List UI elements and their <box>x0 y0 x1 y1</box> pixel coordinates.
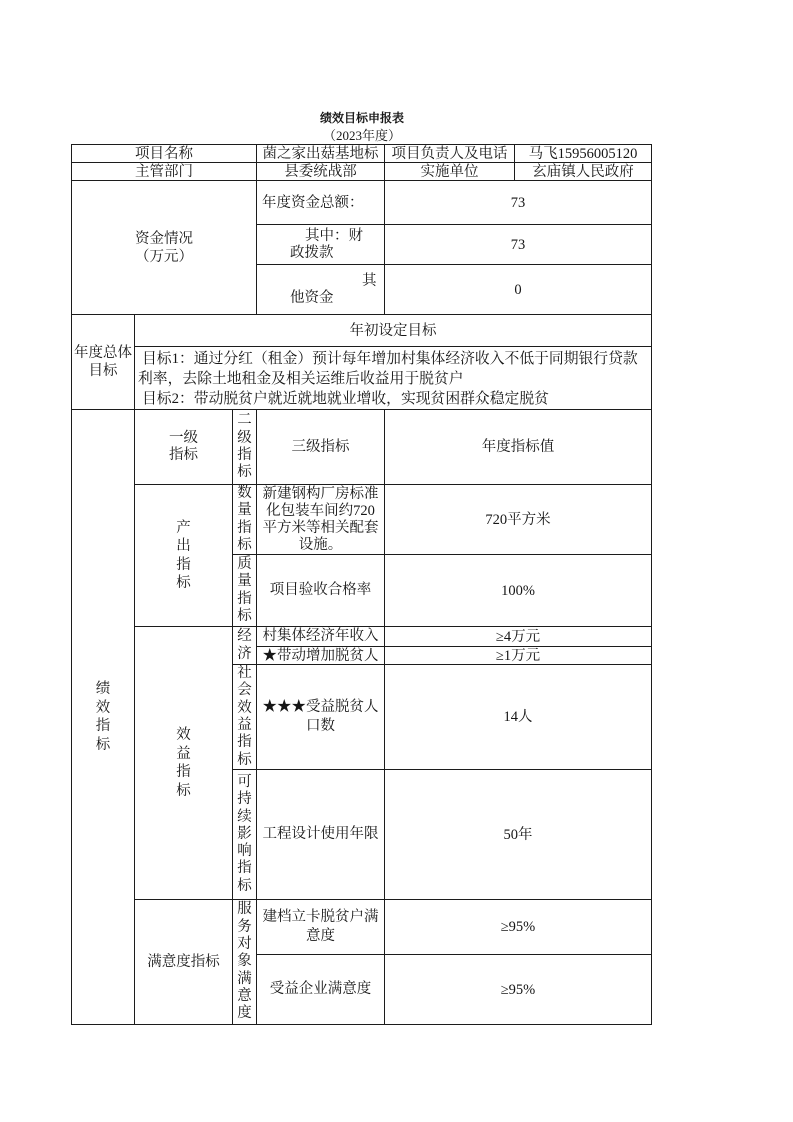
overall-goal-targets <box>135 347 652 410</box>
header-value: 年度指标值 <box>385 410 652 485</box>
subgroup-sustainable-cell <box>233 770 257 900</box>
department-value: 县委统战部 <box>257 163 385 181</box>
project-name-value: 菌之家出菇基地标 <box>257 145 385 163</box>
funds-fiscal-label-line1: 其中：财 <box>305 227 363 244</box>
subgroup-sustainable-label: 可持续影响指标 <box>237 773 252 894</box>
performance-goal-table <box>71 144 652 1025</box>
group-benefit-cell <box>135 627 233 900</box>
indicator-value: 720平方米 <box>385 485 652 555</box>
indicator-name: 建档立卡脱贫户满意度 <box>262 909 379 944</box>
header-level3: 三级指标 <box>257 410 385 485</box>
subgroup-social-cell <box>233 665 257 770</box>
group-output-cell <box>135 485 233 627</box>
overall-goal-header: 年初设定目标 <box>135 315 652 347</box>
form-title: 绩效目标申报表 <box>319 111 404 125</box>
table-row <box>257 665 385 770</box>
goal-target-1: 目标1：通过分红（租金）预计每年增加村集体经济收入不低于同期银行贷款利率，去除土地租金及相关运维后收益用于脱贫户 <box>138 351 638 387</box>
indicator-name: 项目验收合格率 <box>269 582 372 598</box>
indicator-name: 工程设计使用年限 <box>262 826 379 842</box>
indicator-value: 14人 <box>385 665 652 770</box>
funds-other-label-line2: 他资金 <box>290 289 334 306</box>
indicator-name: ★带动增加脱贫人 <box>262 647 379 664</box>
indicator-name: 受益企业满意度 <box>269 981 372 997</box>
header-level1: 一级指标 <box>168 430 198 463</box>
header-level2: 二级指标 <box>237 412 252 481</box>
indicator-value: ≥95% <box>385 955 652 1025</box>
funds-total-label: 年度资金总额： <box>257 181 385 225</box>
funds-total-value: 73 <box>385 181 652 225</box>
project-name-label: 项目名称 <box>72 145 257 163</box>
indicator-name: 新建钢构厂房标准化包装车间约720平方米等相关配套设施。 <box>262 485 379 553</box>
indicators-label: 绩效指标 <box>95 681 111 753</box>
subgroup-quantity-label: 数量指标 <box>237 485 252 553</box>
indicator-name: ★★★受益脱贫人口数 <box>262 699 379 734</box>
indicator-value: ≥95% <box>385 900 652 955</box>
overall-goal-label-cell <box>72 315 135 410</box>
table-row <box>257 955 385 1025</box>
subgroup-economic-label: 经济 <box>237 628 252 662</box>
project-leader-value: 马飞15956005120 <box>515 145 652 163</box>
funds-label-cell <box>72 181 257 315</box>
table-row <box>257 900 385 955</box>
funds-fiscal-label <box>257 225 385 265</box>
funds-fiscal-label-line2: 政拨款 <box>290 244 334 261</box>
subgroup-service-cell <box>233 900 257 1025</box>
group-benefit-label: 效益指标 <box>176 727 191 799</box>
project-leader-label: 项目负责人及电话 <box>385 145 515 163</box>
subgroup-quality-cell <box>233 555 257 627</box>
subgroup-quantity-cell <box>233 485 257 555</box>
subgroup-social-label: 社会效益指标 <box>237 665 252 768</box>
subgroup-service-label: 服务对象满意度 <box>237 901 252 1022</box>
funds-other-value: 0 <box>385 265 652 315</box>
form-year: （2023年度） <box>322 128 401 143</box>
table-row <box>257 627 385 647</box>
table-row <box>257 485 385 555</box>
indicator-value: ≥4万元 <box>385 627 652 647</box>
header-level2-cell <box>233 410 257 485</box>
funds-unit: （万元） <box>135 248 193 265</box>
indicators-label-cell <box>72 410 135 1025</box>
indicator-value: ≥1万元 <box>385 647 652 665</box>
implementing-unit-value: 玄庙镇人民政府 <box>515 163 652 181</box>
funds-other-label <box>257 265 385 315</box>
funds-title: 资金情况 <box>135 230 193 247</box>
indicator-value: 100% <box>385 555 652 627</box>
funds-other-label-line1: 其 <box>362 272 377 289</box>
indicator-value: 50年 <box>385 770 652 900</box>
indicator-name: 村集体经济年收入 <box>262 628 379 644</box>
goal-target-2: 目标2：带动脱贫户就近就地就业增收，实现贫困群众稳定脱贫 <box>142 391 549 407</box>
overall-goal-label: 年度总体目标 <box>74 345 132 379</box>
table-row <box>257 555 385 627</box>
group-satisfaction-label: 满意度指标 <box>135 900 233 1025</box>
subgroup-quality-label: 质量指标 <box>237 555 252 624</box>
table-row <box>257 647 385 665</box>
table-row <box>257 770 385 900</box>
subgroup-economic-cell <box>233 627 257 665</box>
department-label: 主管部门 <box>72 163 257 181</box>
funds-fiscal-value: 73 <box>385 225 652 265</box>
implementing-unit-label: 实施单位 <box>385 163 515 181</box>
group-output-label: 产出指标 <box>176 519 191 591</box>
header-level1-cell <box>135 410 233 485</box>
